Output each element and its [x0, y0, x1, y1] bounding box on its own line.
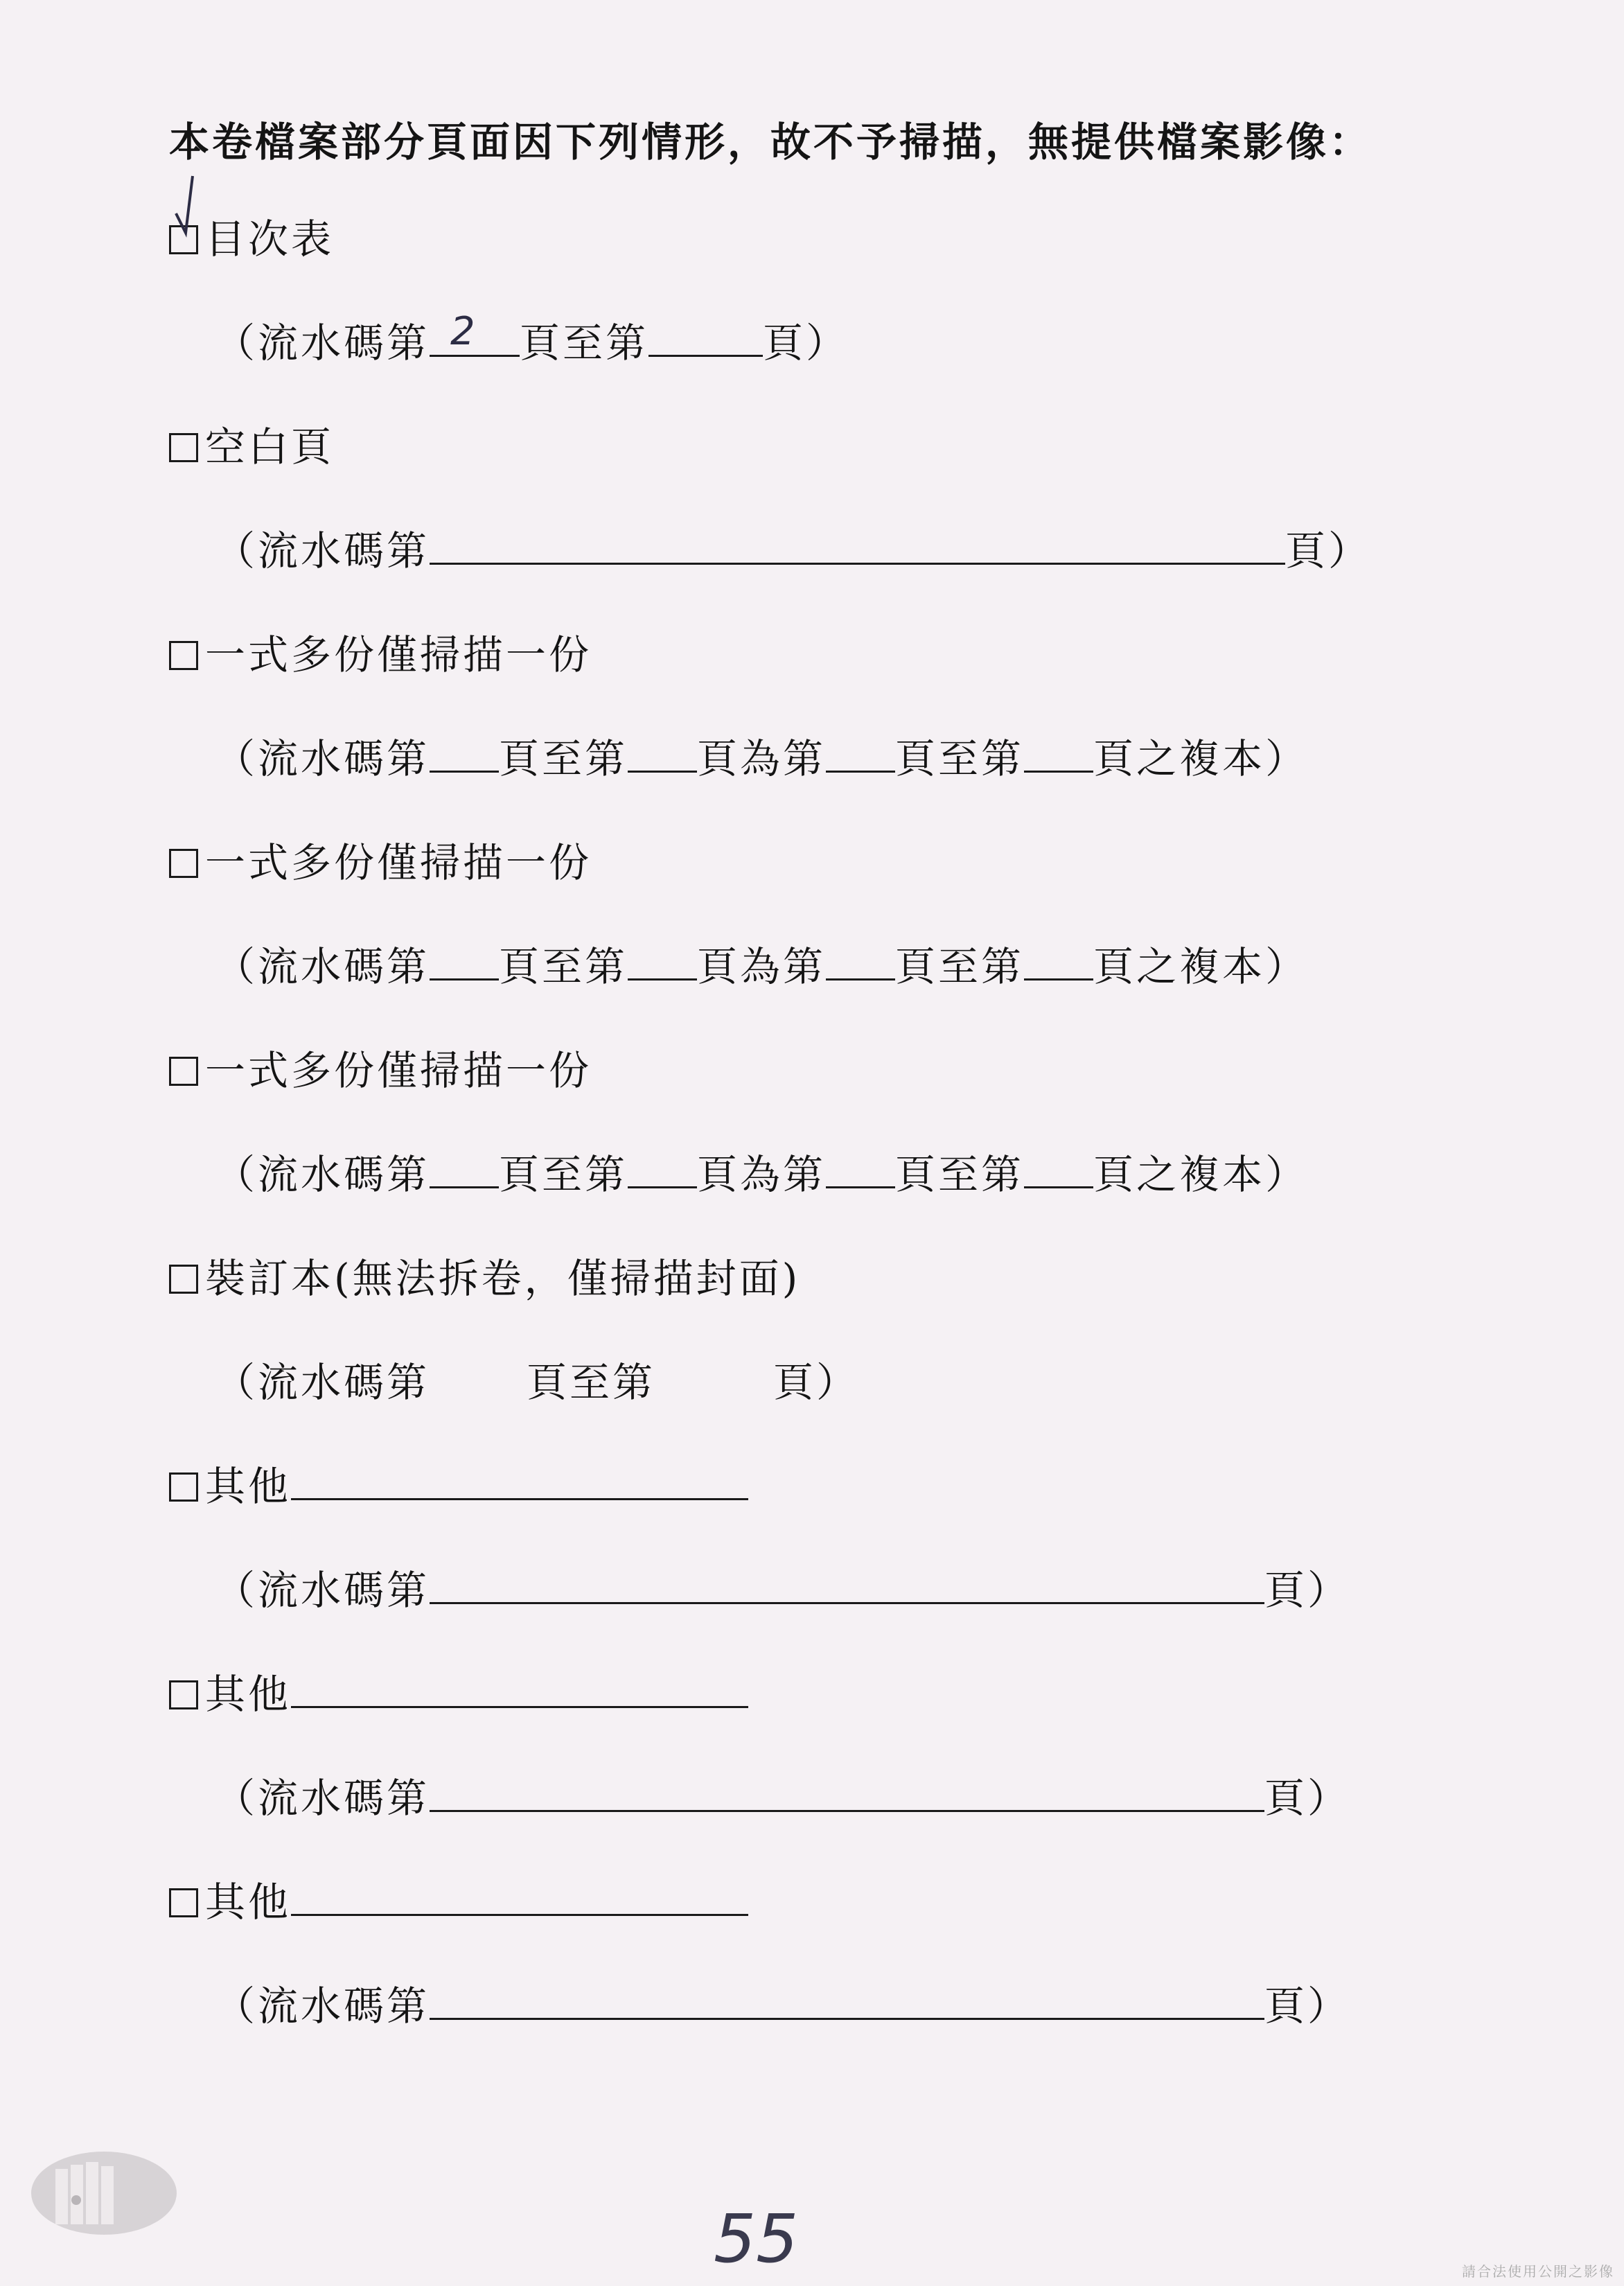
copy1-text-3: 頁為第 [697, 735, 827, 782]
other3-pages-field[interactable] [430, 1982, 1264, 2020]
other3-range-open: （流水碼第 [215, 1982, 430, 2030]
other1-checkbox[interactable] [169, 1472, 198, 1502]
bound-label: 裝訂本(無法拆卷，僅掃描封面) [205, 1255, 801, 1302]
other1-reason-field[interactable] [291, 1462, 748, 1500]
item-toc-range [215, 310, 849, 366]
other2-range-open: （流水碼第 [215, 1775, 430, 1822]
copy1-field-2[interactable] [628, 735, 697, 773]
copy3-label: 一式多份僅掃描一份 [205, 1047, 592, 1094]
item-other-1 [169, 1454, 748, 1509]
copy3-field-3[interactable] [826, 1150, 895, 1188]
copy2-field-3[interactable] [826, 942, 895, 981]
copy2-text-2: 頁至第 [499, 943, 628, 990]
blank-range-close: 頁） [1285, 527, 1372, 574]
toc-label: 目次表 [205, 216, 335, 263]
bound-range-close: 頁） [773, 1359, 860, 1406]
item-copy-1 [169, 622, 592, 678]
blank-pages-field[interactable] [430, 527, 1285, 565]
other1-range-open: （流水碼第 [215, 1567, 430, 1614]
copy2-label: 一式多份僅掃描一份 [205, 839, 592, 886]
copy3-text-2: 頁至第 [499, 1151, 628, 1198]
checkmark-icon [169, 173, 211, 243]
copy1-text-2: 頁至第 [499, 735, 628, 782]
other2-checkbox[interactable] [169, 1680, 198, 1709]
bound-range-open: （流水碼第 [215, 1359, 430, 1406]
item-copy-3-range [215, 1142, 1308, 1197]
item-other-3-range [215, 1973, 1350, 2029]
item-bound [169, 1246, 800, 1301]
copy3-text-5: 頁之複本） [1093, 1151, 1309, 1198]
other3-checkbox[interactable] [169, 1888, 198, 1917]
copy3-text-3: 頁為第 [697, 1151, 827, 1198]
copy3-text-1: （流水碼第 [215, 1151, 430, 1198]
item-other-2 [169, 1662, 748, 1717]
item-copy-1-range [215, 726, 1308, 782]
copy3-field-2[interactable] [628, 1150, 697, 1188]
other1-range-close: 頁） [1264, 1567, 1351, 1614]
bound-checkbox[interactable] [169, 1265, 198, 1294]
copy2-text-4: 頁至第 [895, 943, 1025, 990]
item-bound-range [215, 1350, 859, 1405]
copy1-field-4[interactable] [1024, 735, 1093, 773]
blank-checkbox[interactable] [169, 433, 198, 462]
copy2-text-3: 頁為第 [697, 943, 827, 990]
other3-label: 其他 [205, 1879, 292, 1926]
page-number: 55 [714, 2200, 799, 2278]
other1-label: 其他 [205, 1463, 292, 1510]
item-blank-range [215, 518, 1371, 574]
item-copy-3 [169, 1038, 592, 1093]
copy2-field-4[interactable] [1024, 942, 1093, 981]
footer-watermark: 請合法使用公開之影像 [1462, 2263, 1614, 2280]
other2-label: 其他 [205, 1671, 292, 1718]
toc-range-close: 頁） [763, 319, 849, 367]
copy1-text-5: 頁之複本） [1093, 735, 1309, 782]
other2-range-close: 頁） [1264, 1775, 1351, 1822]
blank-label: 空白頁 [205, 423, 335, 471]
copy1-text-4: 頁至第 [895, 735, 1025, 782]
copy2-text-5: 頁之複本） [1093, 943, 1309, 990]
copy2-checkbox[interactable] [169, 849, 198, 878]
copy1-checkbox[interactable] [169, 641, 198, 670]
copy2-field-1[interactable] [430, 942, 499, 981]
copy3-field-4[interactable] [1024, 1150, 1093, 1188]
copy1-text-1: （流水碼第 [215, 735, 430, 782]
toc-from-handwriting: 2 [450, 309, 478, 354]
item-blank [169, 414, 334, 470]
other2-pages-field[interactable] [430, 1774, 1264, 1812]
item-other-2-range [215, 1766, 1350, 1821]
toc-range-open: （流水碼第 [215, 319, 430, 367]
item-other-3 [169, 1870, 748, 1925]
other1-pages-field[interactable] [430, 1566, 1264, 1604]
copy3-checkbox[interactable] [169, 1057, 198, 1086]
bound-range-mid: 頁至第 [527, 1359, 656, 1406]
copy1-label: 一式多份僅掃描一份 [205, 631, 592, 678]
copy2-field-2[interactable] [628, 942, 697, 981]
copy3-field-1[interactable] [430, 1150, 499, 1188]
item-copy-2-range [215, 934, 1308, 990]
item-other-1-range [215, 1558, 1350, 1613]
other2-reason-field[interactable] [291, 1670, 748, 1708]
copy1-field-1[interactable] [430, 735, 499, 773]
other3-reason-field[interactable] [291, 1878, 748, 1916]
copy3-text-4: 頁至第 [895, 1151, 1025, 1198]
copy1-field-3[interactable] [826, 735, 895, 773]
page-title: 本卷檔案部分頁面因下列情形，故不予掃描，無提供檔案影像： [169, 118, 1373, 166]
copy2-text-1: （流水碼第 [215, 943, 430, 990]
blank-range-open: （流水碼第 [215, 527, 430, 574]
toc-to-field[interactable] [648, 319, 763, 357]
archive-logo-icon [28, 2141, 180, 2245]
other3-range-close: 頁） [1264, 1982, 1351, 2030]
toc-from-field[interactable] [430, 309, 520, 357]
toc-range-mid: 頁至第 [520, 319, 649, 367]
item-copy-2 [169, 830, 592, 886]
